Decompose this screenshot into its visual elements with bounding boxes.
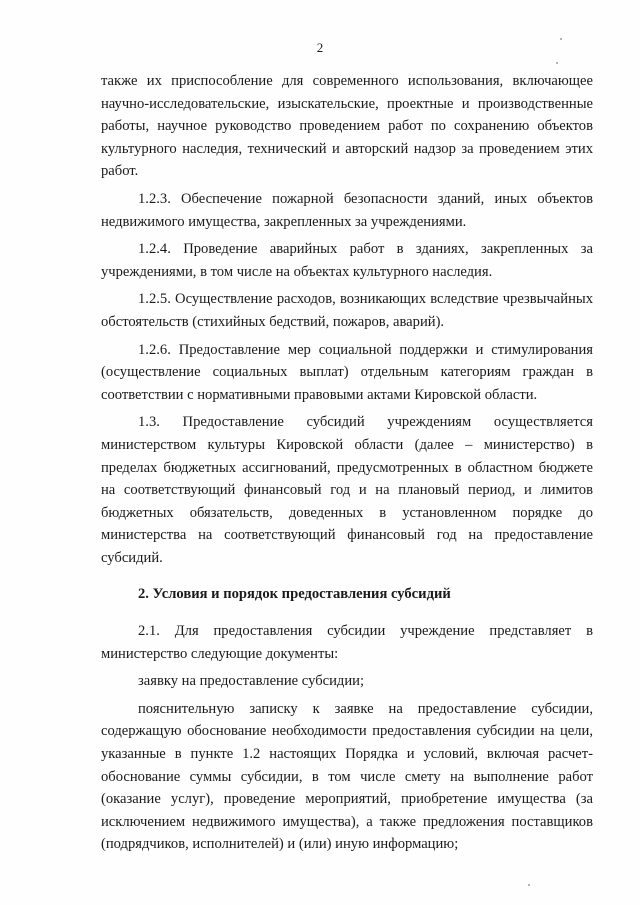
paragraph-continuation: также их приспособление для современного использования, включающее научно-исследовательские, изыскательские, проектные и производственные работы, научное руководство проведением работ по сохранению объектов культурного наследия, технический и авторский надзор за проведением этих работ.	[101, 73, 593, 180]
list-item-explanatory-note: пояснительную записку к заявке на предоставление субсидии, содержащую обоснование необходимости предоставления субсидии на цели, указанные в пункте 1.2 настоящих Порядка и условий, включая расчет-обоснование суммы субсидии, в том числе смету на выполнение работ (оказание услуг), проведение мероприятий, приобретение имущества (за исключением недвижимого имущества), а также предложения поставщиков (подрядчиков, исполнителей) и (или) иную информацию;	[101, 700, 593, 853]
paragraph-1-2-3: 1.2.3. Обеспечение пожарной безопасности зданий, иных объектов недвижимого имущества, закрепленных за учреждениями.	[101, 190, 593, 230]
document-body	[101, 70, 593, 856]
page-number: 2	[316, 40, 324, 55]
scan-speck	[556, 62, 558, 64]
section-heading: 2. Условия и порядок предоставления субсидий	[138, 586, 451, 603]
paragraph-1-2-5: 1.2.5. Осуществление расходов, возникающих вследствие чрезвычайных обстоятельств (стихийных бедствий, пожаров, аварий).	[101, 291, 593, 330]
paragraph-1-2-6: 1.2.6. Предоставление мер социальной поддержки и стимулирования (осуществление социальных выплат) отдельным категориям граждан в соответствии с нормативными правовыми актами Кировской области.	[101, 341, 593, 403]
scan-speck	[528, 884, 530, 886]
paragraph-1-2-4: 1.2.4. Проведение аварийных работ в зданиях, закрепленных за учреждениями, в том числе на объектах культурного наследия.	[101, 241, 593, 280]
scan-speck	[560, 38, 562, 40]
paragraph-1-3: 1.3. Предоставление субсидий учреждениям осуществляется министерством культуры Кировской области (далее – министерство) в пределах бюджетных ассигнований, предусмотренных в областном бюджете на соответствующий финансовый год и на плановый период, и лимитов бюджетных обязательств, доведенных в установленном порядке до министерства на соответствующий финансовый год на предоставление субсидий.	[101, 414, 593, 566]
paragraph-2-1: 2.1. Для предоставления субсидии учреждение представляет в министерство следующие документы:	[101, 623, 593, 662]
list-item-application: заявку на предоставление субсидии;	[138, 673, 365, 690]
